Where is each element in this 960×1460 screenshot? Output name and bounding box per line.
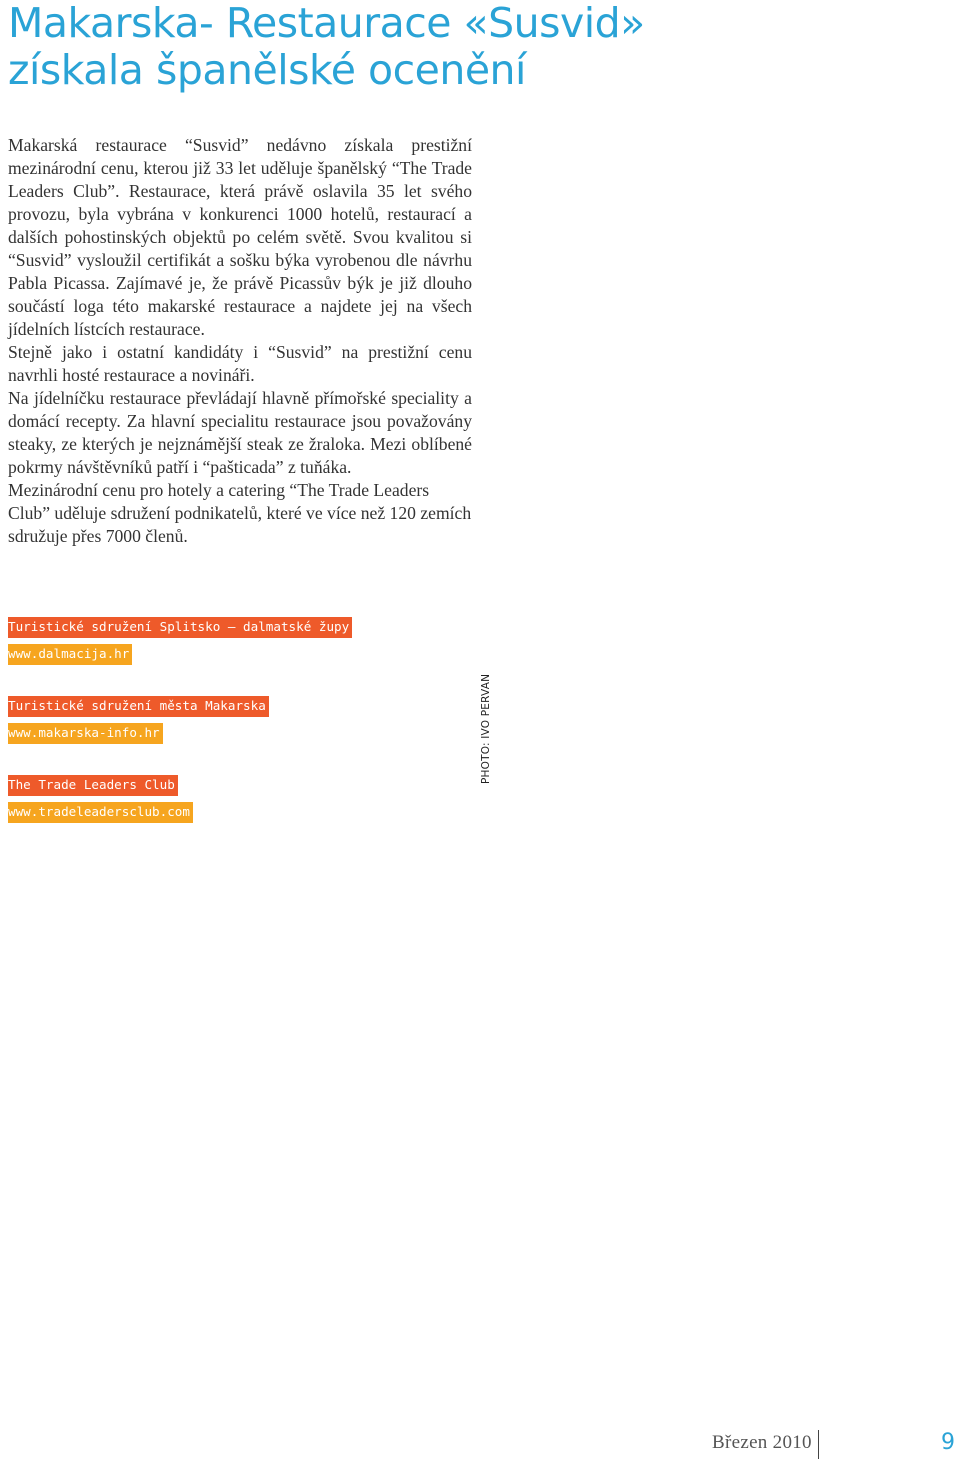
organization-name: Turistické sdružení města Makarska — [8, 696, 269, 717]
organization-url-link[interactable]: www.makarska-info.hr — [8, 723, 163, 744]
article-paragraph: Makarská restaurace “Susvid” nedávno získala prestižní mezinárodní cenu, kterou již 33 let uděluje španělský “The Trade Leaders Club”. Restaurace, která právě oslavila 35 let svého provozu, byla vybrána v konkurenci 1000 hotelů, restaurací a dalších pohostinských objektů po celém světě. Svou kvalitou si “Susvid” vysloužil certifikát a sošku býka vyrobenou dle návrhu Pabla Picassa. Zajímavé je, že právě Picassův býk je již dlouho součástí loga této makarské restaurace a najdete jej na všech jídelních lístcích restaurace. — [8, 135, 472, 339]
footer-divider — [818, 1430, 819, 1459]
article-paragraph: Mezinárodní cenu pro hotely a catering “The Trade Leaders Club” uděluje sdružení podnikatelů, které ve více než 120 zemích sdružuje přes 7000 členů. — [8, 480, 472, 546]
article-title — [8, 0, 948, 94]
article-title-line-2: získala španělské ocenění — [8, 46, 526, 94]
contact-links — [8, 617, 408, 854]
organization-name: The Trade Leaders Club — [8, 775, 178, 796]
link-group-dalmacija — [8, 617, 408, 671]
organization-name: Turistické sdružení Splitsko – dalmatské župy — [8, 617, 352, 638]
organization-url-link[interactable]: www.dalmacija.hr — [8, 644, 132, 665]
article-title-line-1: Makarska- Restaurace «Susvid» — [8, 0, 645, 47]
link-group-makarska — [8, 696, 408, 750]
photo-credit: PHOTO: IVO PERVAN — [480, 673, 492, 784]
link-group-trade-leaders — [8, 775, 408, 829]
article-paragraph: Na jídelníčku restaurace převládají hlavně přímořské speciality a domácí recepty. Za hlavní specialitu restaurace jsou považovány steaky, ze kterých je nejznámější steak ze žraloka. Mezi oblíbené pokrmy návštěvníků patří i “pašticada” z tuňáka. — [8, 388, 472, 477]
issue-date: Březen 2010 — [712, 1432, 812, 1453]
article-paragraph: Stejně jako i ostatní kandidáty i “Susvid” na prestižní cenu navrhli hosté restaurace a novináři. — [8, 342, 472, 385]
page-number: 9 — [941, 1430, 955, 1455]
article-body — [8, 134, 472, 548]
organization-url-link[interactable]: www.tradeleadersclub.com — [8, 802, 193, 823]
